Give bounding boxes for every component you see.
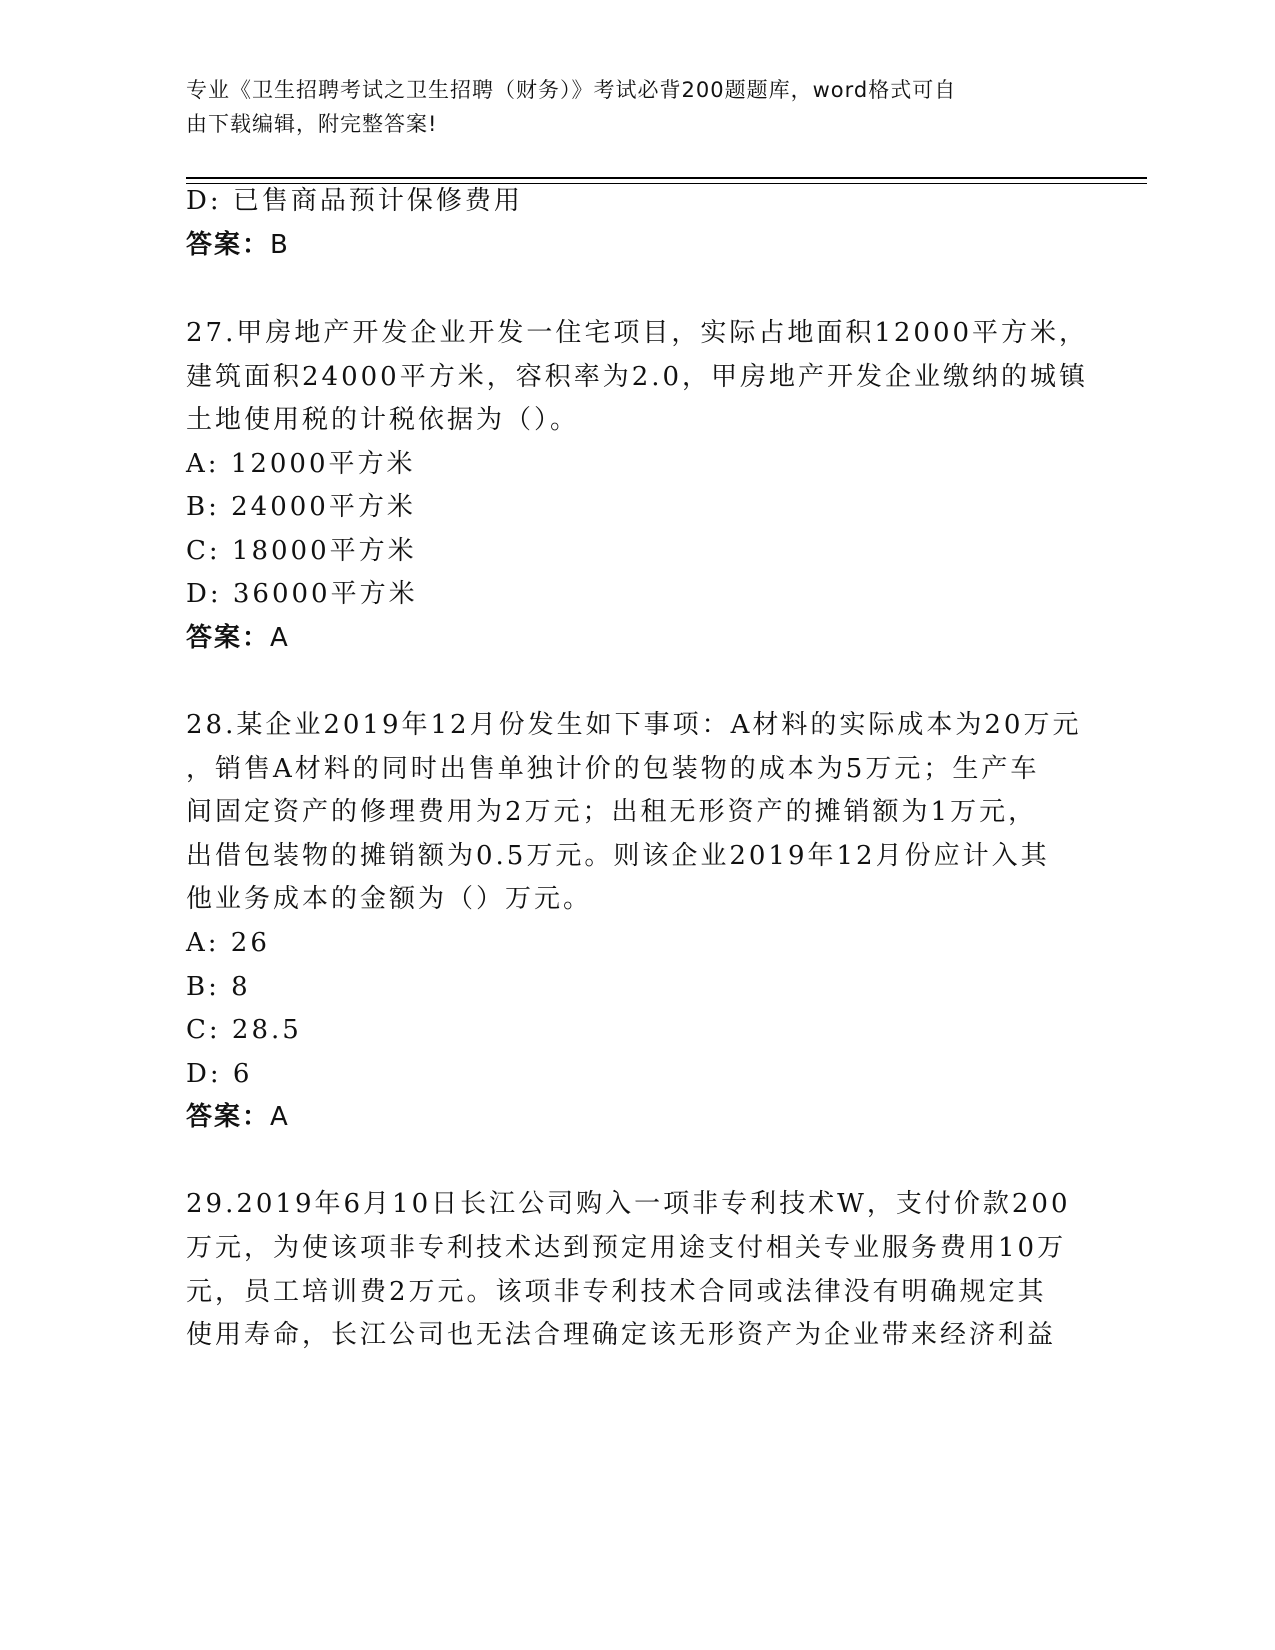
question-29-stem-line: 29.2019年6月10日长江公司购入一项非专利技术W，支付价款200 bbox=[186, 1189, 1071, 1219]
header-rule-thick bbox=[186, 177, 1147, 179]
question-28-option-d: D: 6 bbox=[186, 1059, 253, 1089]
question-27-option-a: A: 12000平方米 bbox=[186, 449, 416, 479]
question-28-stem-line: 28.某企业2019年12月份发生如下事项：A材料的实际成本为20万元 bbox=[186, 710, 1082, 740]
question-28-stem-line: 间固定资产的修理费用为2万元；出租无形资产的摊销额为1万元， bbox=[186, 797, 1038, 827]
question-28-stem-line: ，销售A材料的同时出售单独计价的包装物的成本为5万元；生产车 bbox=[186, 754, 1040, 784]
question-29-stem-line: 使用寿命，长江公司也无法合理确定该无形资产为企业带来经济利益 bbox=[186, 1320, 1057, 1350]
header-line-2: 由下载编辑，附完整答案! bbox=[186, 112, 438, 136]
answer-value: A bbox=[270, 623, 290, 653]
question-27-stem-line: 27.甲房地产开发企业开发一住宅项目，实际占地面积12000平方米， bbox=[186, 318, 1089, 348]
document-header bbox=[186, 73, 1066, 141]
answer-value: A bbox=[270, 1102, 290, 1132]
question-28-stem-line: 他业务成本的金额为（）万元。 bbox=[186, 884, 593, 914]
option-d: D: 已售商品预计保修费用 bbox=[186, 186, 523, 216]
answer-line bbox=[186, 228, 290, 262]
question-28-option-c: C: 28.5 bbox=[186, 1015, 302, 1045]
question-27-option-c: C: 18000平方米 bbox=[186, 536, 417, 566]
answer-label: 答案： bbox=[186, 1102, 271, 1132]
question-28-option-a: A: 26 bbox=[186, 928, 270, 958]
answer-label: 答案： bbox=[186, 623, 271, 653]
question-29-stem-line: 元，员工培训费2万元。该项非专利技术合同或法律没有明确规定其 bbox=[186, 1277, 1047, 1307]
question-28-option-b: B: 8 bbox=[186, 972, 251, 1002]
question-27-answer bbox=[186, 621, 290, 655]
question-27-stem-line: 土地使用税的计税依据为（）。 bbox=[186, 405, 580, 435]
question-27-stem-line: 建筑面积24000平方米，容积率为2.0，甲房地产开发企业缴纳的城镇 bbox=[186, 362, 1089, 392]
question-29-stem-line: 万元，为使该项非专利技术达到预定用途支付相关专业服务费用10万 bbox=[186, 1233, 1067, 1263]
question-27-option-d: D: 36000平方米 bbox=[186, 579, 418, 609]
answer-label: 答案： bbox=[186, 230, 271, 260]
question-28-answer bbox=[186, 1100, 290, 1134]
question-27-option-b: B: 24000平方米 bbox=[186, 492, 416, 522]
question-28-stem-line: 出借包装物的摊销额为0.5万元。则该企业2019年12月份应计入其 bbox=[186, 841, 1050, 871]
header-line-1: 专业《卫生招聘考试之卫生招聘（财务）》考试必背200题题库，word格式可自 bbox=[186, 78, 957, 102]
answer-value: B bbox=[270, 230, 290, 260]
